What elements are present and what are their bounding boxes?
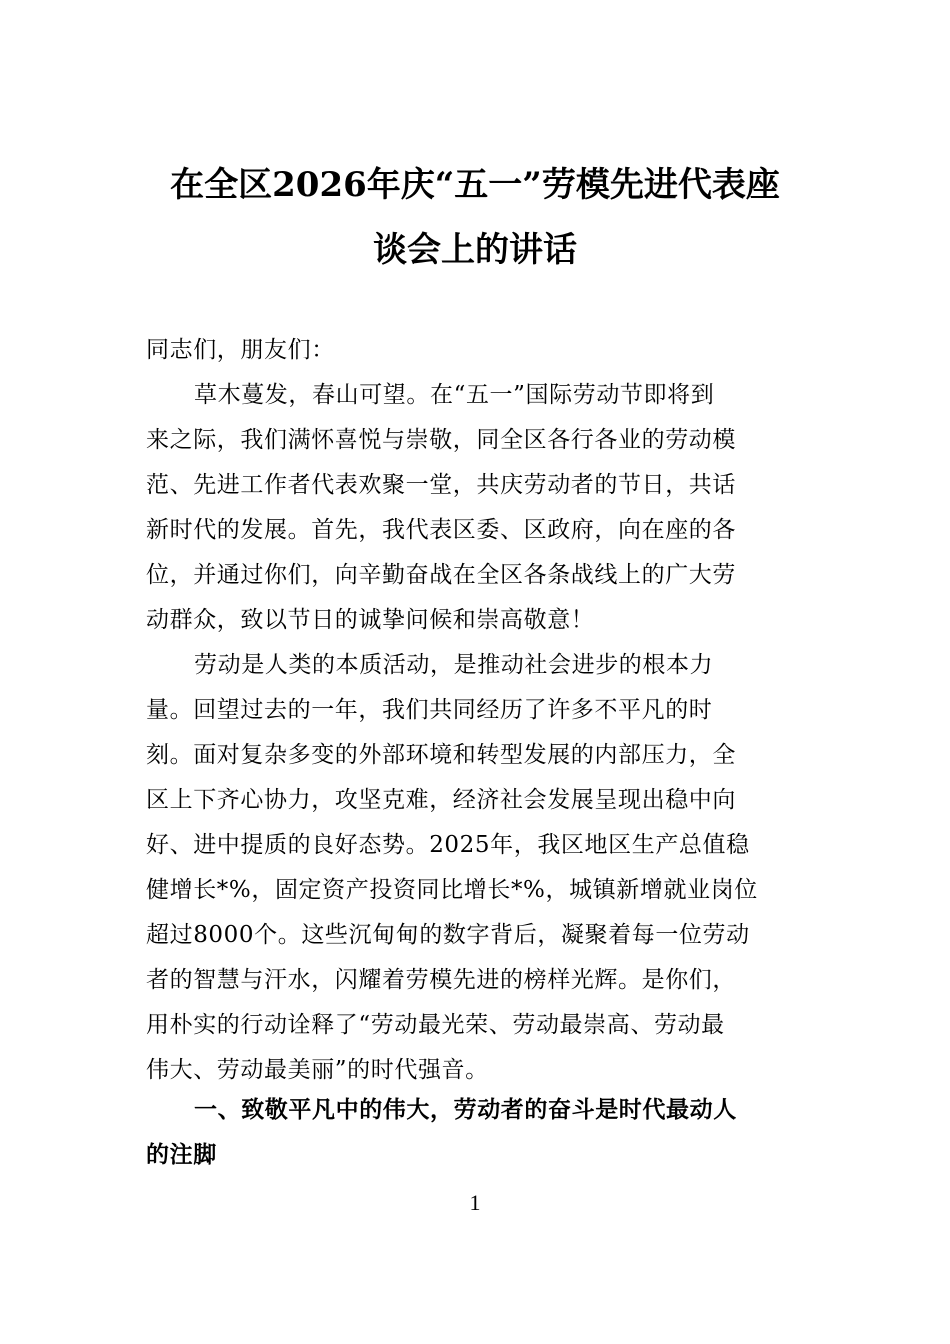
text-line: 刻。面对复杂多变的外部环境和转型发展的内部压力，全: [146, 742, 736, 768]
section-heading-line-1: 一、致敬平凡中的伟大，劳动者的奋斗是时代最动人: [194, 1097, 737, 1123]
document-title-line-2: 谈会上的讲话: [373, 230, 577, 270]
text-line: 量。回望过去的一年，我们共同经历了许多不平凡的时: [146, 697, 713, 723]
text-line: 区上下齐心协力，攻坚克难，经济社会发展呈现出稳中向: [146, 787, 736, 813]
text-line: 用朴实的行动诠释了“劳动最光荣、劳动最崇高、劳动最: [146, 1012, 725, 1038]
text-line: 范、先进工作者代表欢聚一堂，共庆劳动者的节日，共话: [146, 472, 736, 498]
page-number: 1: [469, 1190, 481, 1215]
salutation: 同志们，朋友们：: [146, 337, 335, 363]
section-heading-line-2: 的注脚: [146, 1142, 217, 1168]
text-line: 健增长*%，固定资产投资同比增长*%，城镇新增就业岗位: [146, 877, 758, 903]
text-line: 劳动是人类的本质活动，是推动社会进步的根本力: [194, 652, 714, 678]
text-line: 好、进中提质的良好态势。2025年，我区地区生产总值稳: [146, 832, 750, 858]
text-line: 来之际，我们满怀喜悦与崇敬，同全区各行各业的劳动模: [146, 427, 736, 453]
text-line: 位，并通过你们，向辛勤奋战在全区各条战线上的广大劳: [146, 562, 736, 588]
text-line: 草木蔓发，春山可望。在“五一”国际劳动节即将到: [194, 382, 715, 408]
text-line: 新时代的发展。首先，我代表区委、区政府，向在座的各: [146, 517, 736, 543]
text-line: 者的智慧与汗水，闪耀着劳模先进的榜样光辉。是你们，: [146, 967, 736, 993]
text-line: 动群众，致以节日的诚挚问候和崇高敬意！: [146, 607, 595, 633]
document-title-line-1: 在全区2026年庆“五一”劳模先进代表座: [170, 165, 780, 205]
text-line: 伟大、劳动最美丽”的时代强音。: [146, 1057, 489, 1083]
text-line: 超过8000个。这些沉甸甸的数字背后，凝聚着每一位劳动: [146, 922, 750, 948]
